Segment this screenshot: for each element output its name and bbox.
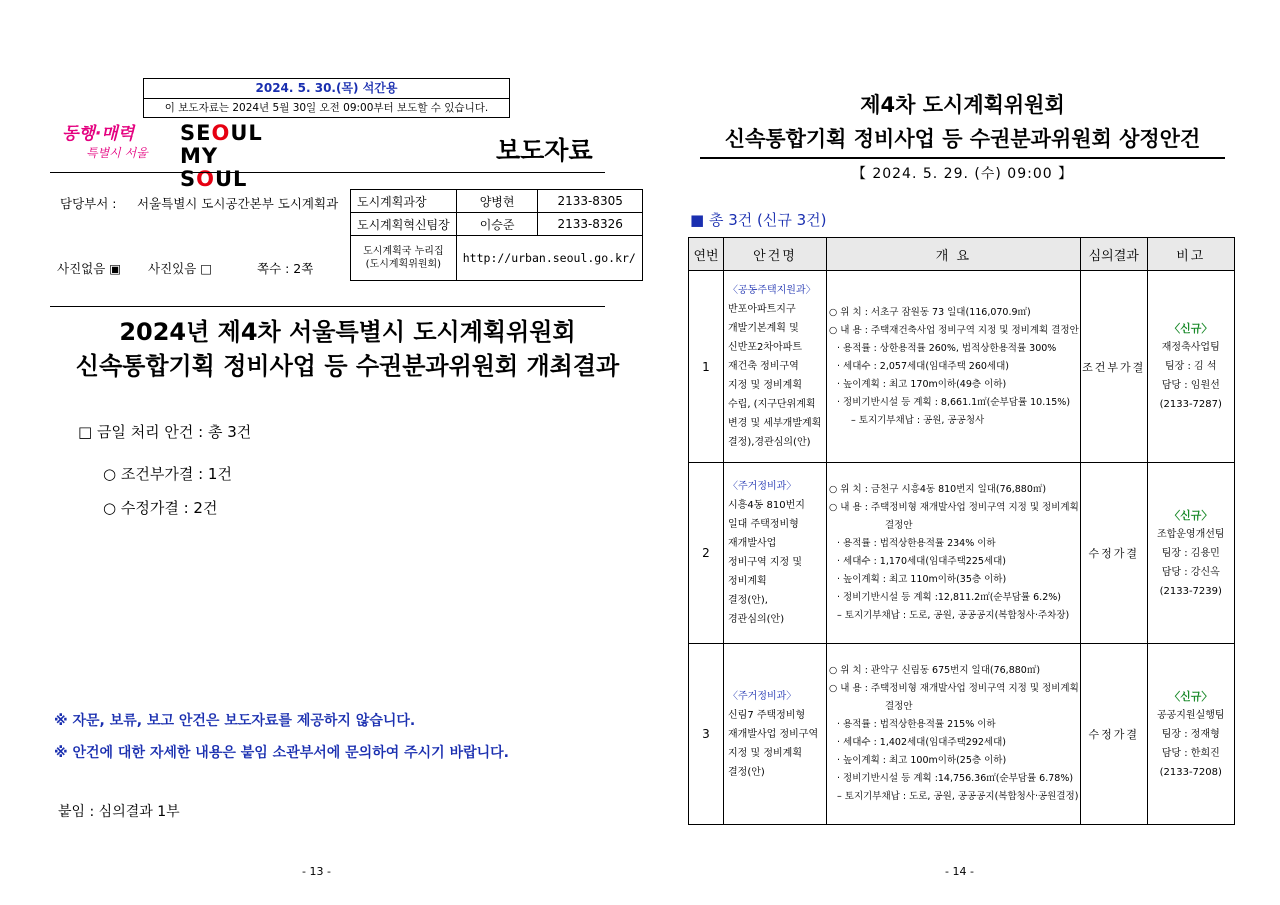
row-number: 3 xyxy=(689,644,724,825)
new-badge: 〈신규〉 xyxy=(1169,689,1213,703)
overview-line: ○ 위 치 : 관악구 신림동 675번지 일대(76,880㎡) xyxy=(829,665,1041,676)
brand-accent-letter: O xyxy=(196,167,215,191)
attachment: 붙임 : 심의결과 1부 xyxy=(58,804,180,820)
overview-line: · 정비기반시설 등 계획 :12,811.2㎡(순부담률 6.2%) xyxy=(837,592,1061,603)
overview-line: · 용적률 : 법적상한용적률 215% 이하 xyxy=(837,719,996,730)
meeting-date: 【 2024. 5. 29. (수) 09:00 】 xyxy=(851,166,1074,182)
agenda-name-cell xyxy=(724,463,827,644)
overview-line: · 높이계획 : 최고 100m이하(25층 이하) xyxy=(837,755,1007,766)
overview-line: – 토지기부채납 : 도로, 공원, 공공공지(복합청사·공원결정) xyxy=(837,791,1079,802)
remark-phone: (2133-7208) xyxy=(1159,766,1222,778)
overview-line: · 세대수 : 2,057세대(임대주택 260세대) xyxy=(837,360,1009,372)
dept-label: 담당부서 : xyxy=(60,196,117,211)
contact-name: 양병현 xyxy=(456,190,538,213)
overview-line: 결정안 xyxy=(885,520,913,531)
overview-line: 결정안 xyxy=(885,701,913,712)
embargo-notice: 이 보도자료는 2024년 5월 30일 오전 09:00부터 보도할 수 있습니다. xyxy=(164,102,489,114)
review-result: 수정가결 xyxy=(1080,644,1147,825)
header-result: 심의결과 xyxy=(1080,238,1147,271)
remark-team: 재정축사업팀 xyxy=(1161,342,1220,353)
agenda-row xyxy=(689,644,1235,825)
agenda-overview-cell xyxy=(827,271,1081,463)
remark-cell xyxy=(1147,271,1234,463)
new-badge: 〈신규〉 xyxy=(1169,322,1213,335)
overview-line: · 높이계획 : 최고 110m이하(35층 이하) xyxy=(837,574,1007,585)
page-count: 쪽수 : 2쪽 xyxy=(257,261,314,276)
row-number: 1 xyxy=(689,271,724,463)
agenda-table xyxy=(688,237,1235,825)
slogan-line-2: 특별시 서울 xyxy=(86,146,148,160)
agenda-dept: 〈공동주택지원과〉 xyxy=(728,285,816,296)
portal-label-line-1: 도시계획국 누리집 xyxy=(363,246,444,257)
overview-line: ○ 내 용 : 주택정비형 재개발사업 정비구역 지정 및 정비계획 xyxy=(829,683,1079,694)
overview-line: ○ 내 용 : 주택재건축사업 정비구역 지정 및 정비계획 결정안 xyxy=(829,324,1079,336)
modified-approval-count: ○ 수정가결 : 2건 xyxy=(103,499,218,517)
contact-name: 이승준 xyxy=(456,213,538,236)
contact-phone: 2133-8326 xyxy=(538,213,642,236)
slogan-line-1: 동행·매력 xyxy=(62,124,135,144)
overview-line: · 세대수 : 1,170세대(임대주택225세대) xyxy=(837,556,1006,567)
remark-team: 공공지원실행팀 xyxy=(1156,709,1225,721)
agenda-name-line: 지정 및 정비계획 xyxy=(728,747,802,759)
main-title-line-1: 2024년 제4차 서울특별시 도시계획위원회 xyxy=(119,318,576,346)
page-number-left: - 13 - xyxy=(302,865,331,878)
agenda-row xyxy=(689,271,1235,463)
agenda-name-line: 정비계획 xyxy=(728,576,767,587)
agenda-name-line: 경관심의(안) xyxy=(728,614,785,625)
header-divider xyxy=(50,172,605,173)
agenda-name-cell xyxy=(724,271,827,463)
seoul-slogan-logo xyxy=(62,124,172,166)
total-items: □ 금일 처리 안건 : 총 3건 xyxy=(78,423,252,441)
brand-line-2: MY SOUL xyxy=(180,144,248,191)
main-title xyxy=(50,315,645,383)
agenda-title-underline xyxy=(700,157,1225,159)
contact-row xyxy=(351,213,643,236)
portal-label xyxy=(351,236,457,281)
remark-team: 조합운영개선팀 xyxy=(1156,528,1225,540)
agenda-name-line: 결정(안) xyxy=(728,766,765,778)
overview-line: · 용적률 : 상한용적률 260%, 법적상한용적률 300% xyxy=(837,342,1057,354)
agenda-name-line: 재개발사업 xyxy=(728,538,777,549)
photo-none: 사진없음 ▣ xyxy=(57,261,122,276)
remark-phone: (2133-7239) xyxy=(1159,585,1222,597)
agenda-overview-cell xyxy=(827,463,1081,644)
remark-leader: 팀장 : 김 석 xyxy=(1164,361,1217,372)
remark-leader: 팀장 : 정재형 xyxy=(1161,728,1220,740)
note-no-press: ※ 자문, 보류, 보고 안건은 보도자료를 제공하지 않습니다. xyxy=(54,713,416,729)
release-date-box xyxy=(143,78,510,118)
dept-value: 서울특별시 도시공간본부 도시계획과 xyxy=(137,196,339,211)
contact-table xyxy=(350,189,643,281)
agenda-name-line: 수립, (지구단위계획 xyxy=(728,399,816,410)
overview-line: · 정비기반시설 등 계획 : 8,661.1㎡(순부담률 10.15%) xyxy=(837,396,1071,408)
agenda-name-line: 결정(안), xyxy=(728,595,768,606)
agenda-name-cell xyxy=(724,644,827,825)
title-divider xyxy=(50,306,605,307)
remark-staff: 담당 : 임원선 xyxy=(1161,380,1220,391)
overview-line: ○ 내 용 : 주택정비형 재개발사업 정비구역 지정 및 정비계획 xyxy=(829,502,1079,513)
agenda-name-line: 신림7 주택정비형 xyxy=(728,709,806,721)
agenda-name-line: 반포아파트지구 xyxy=(728,304,796,315)
seoul-my-soul-logo xyxy=(180,121,265,191)
remark-cell xyxy=(1147,463,1234,644)
new-badge: 〈신규〉 xyxy=(1169,508,1213,522)
remark-staff: 담당 : 강신옥 xyxy=(1161,566,1220,578)
agenda-row xyxy=(689,463,1235,644)
agenda-title-line-1: 제4차 도시계획위원회 xyxy=(860,93,1065,117)
overview-line: · 높이계획 : 최고 170m이하(49층 이하) xyxy=(837,378,1007,390)
overview-line: ○ 위 치 : 서초구 잠원동 73 일대(116,070.9㎡) xyxy=(829,306,1031,318)
review-result: 조건부가결 xyxy=(1080,271,1147,463)
agenda-name-line: 신반포2차아파트 xyxy=(728,342,802,353)
review-result: 수정가결 xyxy=(1080,463,1147,644)
overview-line: · 세대수 : 1,402세대(임대주택292세대) xyxy=(837,737,1006,748)
row-number: 2 xyxy=(689,463,724,644)
agenda-title-line-2: 신속통합기획 정비사업 등 수권분과위원회 상정안건 xyxy=(724,127,1201,151)
header-name: 안건명 xyxy=(724,238,827,271)
release-date: 2024. 5. 30.(목) 석간용 xyxy=(144,79,509,99)
contact-phone: 2133-8305 xyxy=(538,190,642,213)
agenda-name-line: 변경 및 세부개발계획 xyxy=(728,418,822,429)
remark-leader: 팀장 : 김용민 xyxy=(1161,547,1220,559)
overview-line: – 토지기부채납 : 도로, 공원, 공공공지(복합청사·주차장) xyxy=(837,610,1070,621)
contact-role: 도시계획과장 xyxy=(351,190,457,213)
header-no: 연번 xyxy=(689,238,724,271)
agenda-name-line: 정비구역 지정 및 xyxy=(728,557,802,568)
contact-role: 도시계획혁신팀장 xyxy=(351,213,457,236)
agenda-title xyxy=(700,88,1225,156)
contact-row xyxy=(351,190,643,213)
header-overview: 개 요 xyxy=(827,238,1081,271)
agenda-overview-cell xyxy=(827,644,1081,825)
press-release-label: 보도자료 xyxy=(496,136,593,165)
conditional-approval-count: ○ 조건부가결 : 1건 xyxy=(103,465,232,483)
portal-url[interactable]: http://urban.seoul.go.kr/ xyxy=(456,236,642,281)
photo-yes: 사진있음 □ xyxy=(148,261,213,276)
agenda-name-line: 지정 및 정비계획 xyxy=(728,380,802,391)
portal-row xyxy=(351,236,643,281)
agenda-total: ■ 총 3건 (신규 3건) xyxy=(690,211,827,229)
agenda-name-line: 재개발사업 정비구역 xyxy=(728,728,819,740)
agenda-name-line: 결정),경관심의(안) xyxy=(728,437,811,448)
overview-line: · 정비기반시설 등 계획 :14,756.36㎡(순부담률 6.78%) xyxy=(837,773,1074,784)
overview-line: – 토지기부채납 : 공원, 공공청사 xyxy=(851,414,985,426)
agenda-name-line: 재건축 정비구역 xyxy=(728,361,799,372)
overview-line: ○ 위 치 : 금천구 시흥4동 810번지 일대(76,880㎡) xyxy=(829,484,1047,495)
agenda-dept: 〈주거정비과〉 xyxy=(728,481,797,492)
portal-label-line-2: (도시계획위원회) xyxy=(365,259,442,270)
page-number-right: - 14 - xyxy=(945,865,974,878)
header-remark: 비고 xyxy=(1147,238,1234,271)
agenda-header-row xyxy=(689,238,1235,271)
remark-phone: (2133-7287) xyxy=(1159,399,1222,410)
brand-line-1: SEOUL xyxy=(180,121,263,145)
remark-cell xyxy=(1147,644,1234,825)
brand-accent-letter: O xyxy=(211,121,231,145)
agenda-dept: 〈주거정비과〉 xyxy=(728,690,797,702)
remark-staff: 담당 : 한희진 xyxy=(1161,747,1220,759)
overview-line: · 용적률 : 법적상한용적률 234% 이하 xyxy=(837,538,996,549)
main-title-line-2: 신속통합기획 정비사업 등 수권분과위원회 개최결과 xyxy=(75,352,620,380)
note-contact: ※ 안건에 대한 자세한 내용은 붙임 소관부서에 문의하여 주시기 바랍니다. xyxy=(54,745,509,761)
agenda-name-line: 개발기본계획 및 xyxy=(728,323,799,334)
agenda-name-line: 일대 주택정비형 xyxy=(728,519,799,530)
agenda-name-line: 시흥4동 810번지 xyxy=(728,500,805,511)
